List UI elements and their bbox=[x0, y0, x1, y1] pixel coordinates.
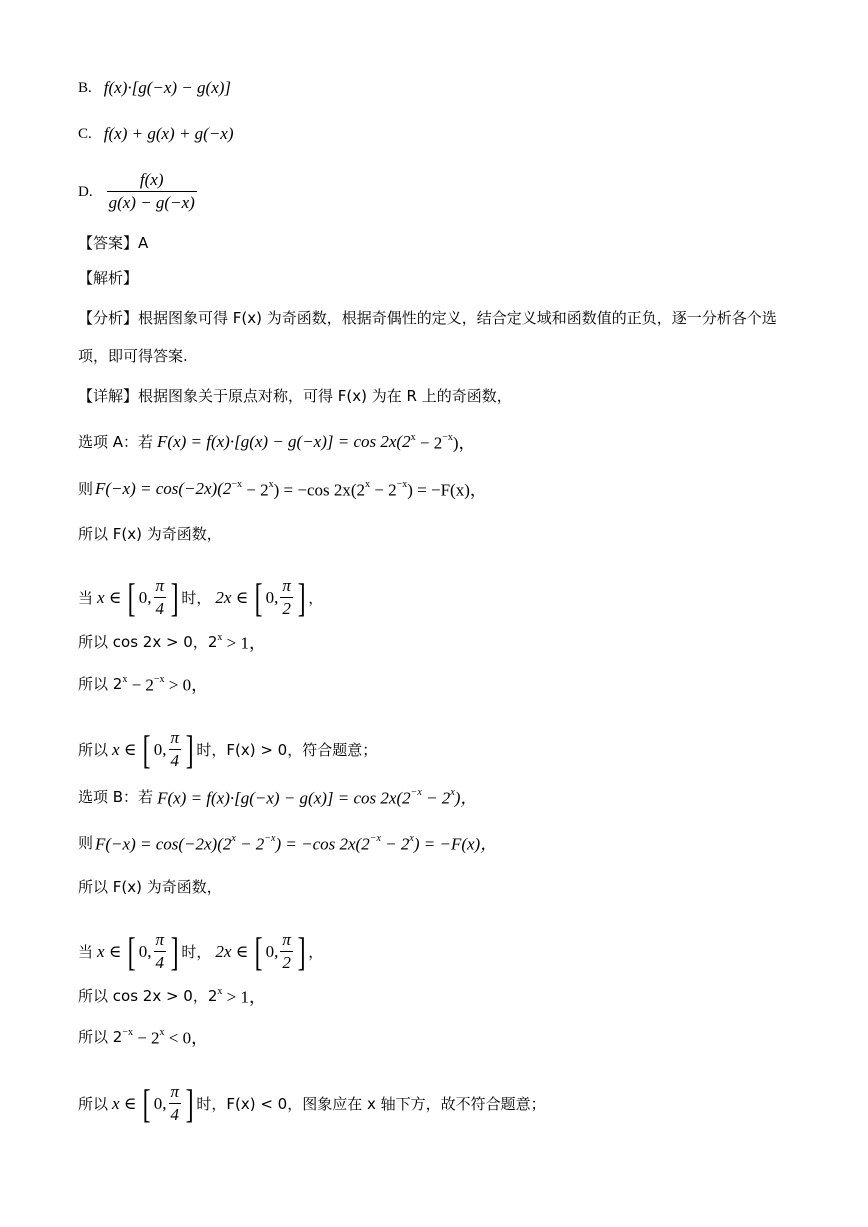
option-d-denominator: g(x) − g(−x) bbox=[108, 193, 195, 212]
opt-a-l2-prefix: 则 bbox=[78, 479, 94, 498]
opt-b-line-6: 所以 2 $^{-x} - 2^x < 0$， bbox=[78, 1027, 209, 1048]
opt-a-l7-prefix: 所以 bbox=[78, 740, 109, 759]
opt-a-l2-rest: $^{-x} - 2^x) = -\cos$ $2x(2^x - 2^{-x}) = -F(x)$， bbox=[231, 479, 487, 500]
option-b bbox=[78, 78, 231, 98]
option-d-fraction bbox=[107, 170, 197, 213]
opt-a-l1-math: F(x) = f(x)·[g(x) − g(−x)] = cos 2x(2 bbox=[157, 431, 411, 451]
opt-b-l2-prefix: 则 bbox=[78, 833, 94, 852]
opt-a-line-2 bbox=[78, 477, 487, 501]
option-b-expr: f(x)·[g(−x) − g(x)] bbox=[103, 78, 232, 97]
pi-symbol-2: π bbox=[282, 576, 291, 595]
opt-a-l7-suffix: 时， bbox=[196, 740, 227, 759]
opt-b-line-1: 选项 B：若 $F(x) = f(x)\cdot[g(-x) - g(x)] = \cos 2x(2^{-x} - 2^x)$， bbox=[78, 787, 478, 808]
opt-a-line-1 bbox=[78, 430, 476, 454]
fenxi-line-1: 【分析】根据图象可得 F(x) 为奇函数，根据奇偶性的定义，结合定义域和函数值的正负，逐一分析各个选 bbox=[78, 309, 777, 327]
opt-a-shi: 时， bbox=[181, 588, 212, 607]
option-d-label: D. bbox=[78, 183, 93, 200]
opt-b-line-2: 则 $F(-x) = \cos(-2x)(2^x - 2^{-x}) = -\cos$ $2x(2^{-x} - 2^x) = -F(x)$， bbox=[78, 833, 498, 854]
option-b-label: B. bbox=[78, 80, 92, 96]
fenxi-line-2: 项，即可得答案. bbox=[78, 347, 188, 365]
opt-a-line-6: 所以 2 $^x - 2^{-x} > 0$， bbox=[78, 674, 209, 695]
opt-a-l1-power: $^x - 2^{-x}$)， bbox=[410, 432, 476, 453]
option-d-numerator: f(x) bbox=[139, 170, 164, 189]
denominator-2: 2 bbox=[282, 599, 291, 618]
opt-b-line-7: 所以 x ∈ [ 0, $\frac{\pi}{4}$ ] 时， F(x) < 0，图象应在 x 轴下方，故不符合题意； bbox=[78, 1080, 546, 1126]
opt-a-l2-math: F(−x) = cos(−2x)(2 bbox=[95, 478, 232, 498]
option-c-expr: f(x) + g(x) + g(−x) bbox=[103, 124, 234, 143]
opt-a-l7-tail: F(x) > 0，符合题意； bbox=[226, 740, 378, 759]
opt-a-line-4: 当 x ∈ [ 0, $\frac{\pi}{4}$ ] 时， 2x ∈ [ 0, $\frac{\pi}{2}$ ] ， bbox=[78, 574, 324, 620]
option-d bbox=[78, 170, 199, 213]
opt-a-l5: 所以 cos 2x > 0，2 bbox=[78, 632, 218, 651]
detail-line: 【详解】根据图象关于原点对称，可得 F(x) 为在 R 上的奇函数， bbox=[78, 387, 512, 405]
pi-symbol: π bbox=[155, 576, 165, 595]
opt-b-line-4: 当 x ∈ [ 0, $\frac{\pi}{4}$ ] 时， 2x ∈ [ 0, $\frac{\pi}{2}$ ] ， bbox=[78, 928, 324, 974]
opt-a-line-3: 所以 F(x) 为奇函数， bbox=[78, 525, 222, 543]
opt-b-l7-tail: F(x) < 0，图象应在 x 轴下方，故不符合题意； bbox=[226, 1094, 546, 1113]
opt-a-when: 当 bbox=[78, 588, 94, 607]
opt-a-line-7: 所以 x ∈ [ 0, $\frac{\pi}{4}$ ] 时， F(x) > 0，符合题意； bbox=[78, 726, 378, 772]
denominator-4: 4 bbox=[155, 599, 164, 618]
opt-b-l1-prefix: 选项 B：若 bbox=[78, 787, 154, 806]
opt-b-line-5: 所以 cos 2x > 0，2 $^x$ > 1， bbox=[78, 986, 266, 1007]
opt-b-line-3: 所以 F(x) 为奇函数， bbox=[78, 878, 222, 896]
option-c bbox=[78, 124, 234, 144]
answer-line: 【答案】A bbox=[78, 234, 149, 252]
option-c-label: C. bbox=[78, 126, 92, 142]
analysis-title: 【解析】 bbox=[78, 269, 139, 287]
opt-a-line-5: 所以 cos 2x > 0，2 $^x$ > 1， bbox=[78, 632, 266, 653]
opt-a-l6: 所以 2 bbox=[78, 674, 123, 693]
opt-a-l1-prefix: 选项 A：若 bbox=[78, 432, 154, 451]
